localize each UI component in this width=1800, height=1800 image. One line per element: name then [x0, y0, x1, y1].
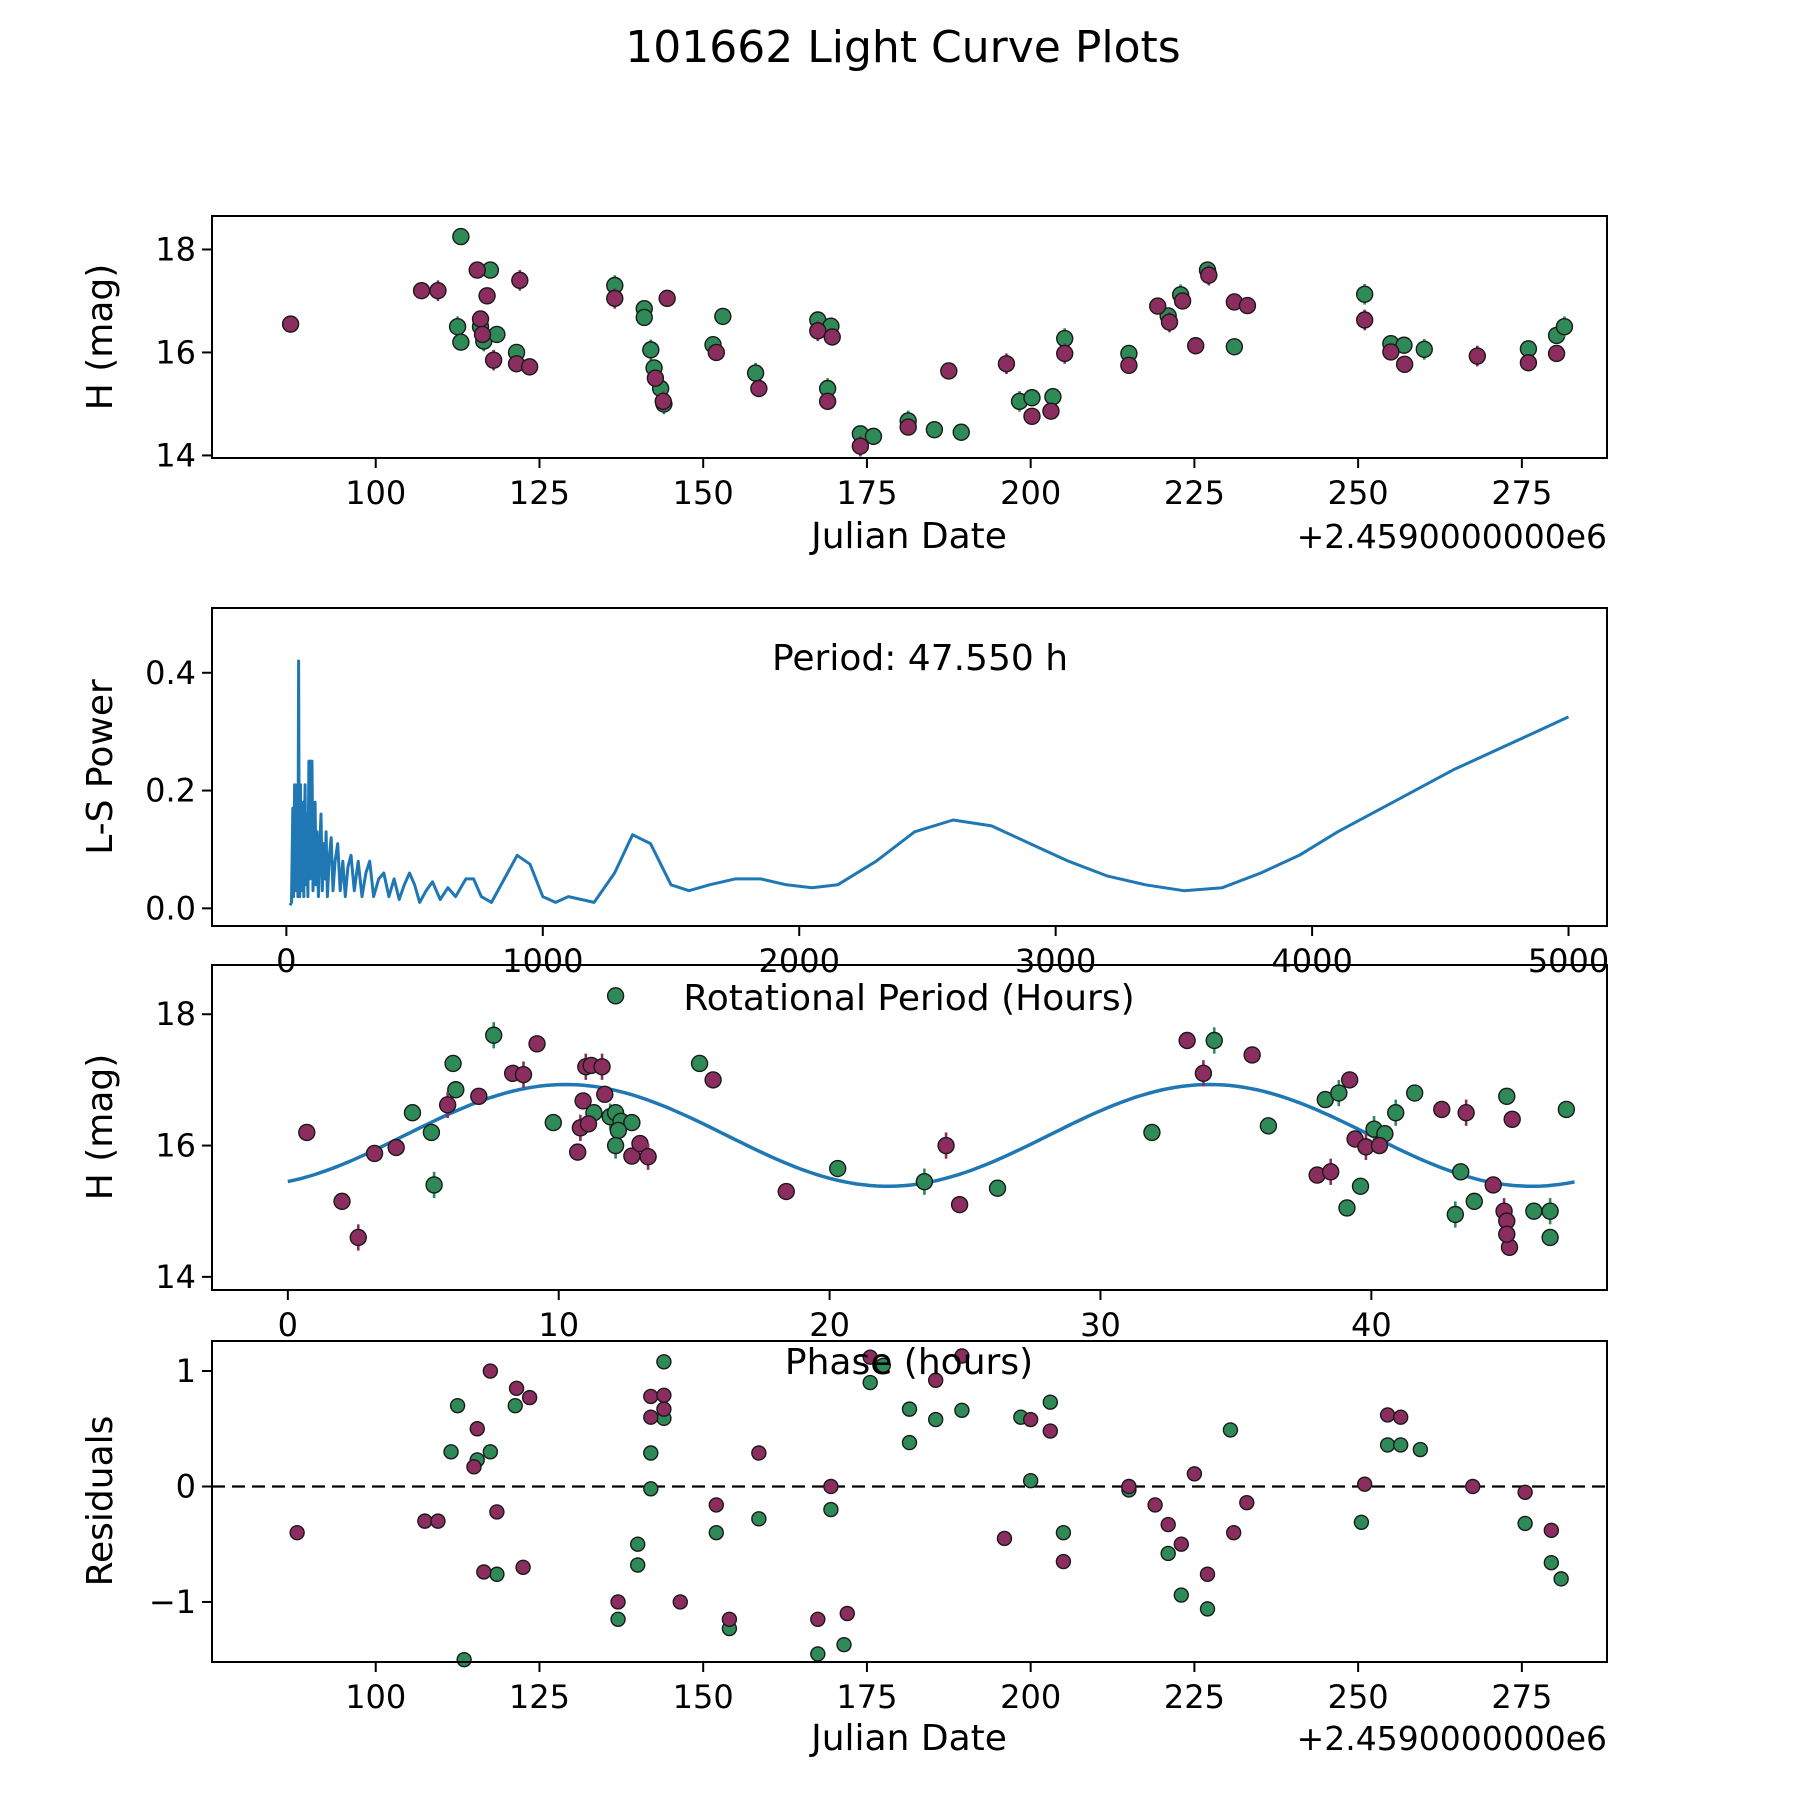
green-data-point [486, 1027, 502, 1043]
purple-data-point [1383, 344, 1399, 360]
green-data-point [1223, 1423, 1237, 1437]
x-tick-label: 30 [1080, 1306, 1121, 1344]
green-data-point [448, 1082, 464, 1098]
purple-data-point [334, 1193, 350, 1209]
purple-data-point [1371, 1138, 1387, 1154]
purple-data-point [810, 323, 826, 339]
purple-data-point [1239, 298, 1255, 314]
purple-data-point [290, 1526, 304, 1540]
green-data-point [1260, 1118, 1276, 1134]
x-tick-label: 225 [1163, 474, 1225, 512]
purple-data-point [611, 1595, 625, 1609]
purple-data-point [1122, 1479, 1136, 1493]
green-data-point [1542, 1203, 1558, 1219]
x-tick-label: 275 [1491, 474, 1553, 512]
x-tick-label: 2000 [758, 942, 840, 980]
purple-data-point [1174, 1537, 1188, 1551]
purple-data-point [824, 1479, 838, 1493]
period-annotation: Period: 47.550 h [771, 638, 1069, 679]
periodogram-xlabel: Rotational Period (Hours) [683, 978, 1135, 1019]
purple-data-point [1357, 312, 1373, 328]
purple-data-point [722, 1612, 736, 1626]
purple-data-point [1148, 1498, 1162, 1512]
phase-xlabel: Phase (hours) [784, 1342, 1034, 1383]
green-data-point [1043, 1395, 1057, 1409]
purple-data-point [470, 1422, 484, 1436]
purple-data-point [1323, 1164, 1339, 1180]
x-tick-label: 200 [1000, 1678, 1062, 1716]
figure-title: 101662 Light Curve Plots [625, 22, 1181, 73]
purple-data-point [1458, 1105, 1474, 1121]
y-tick-label: 0 [175, 1467, 196, 1506]
purple-data-point [1175, 293, 1191, 309]
green-data-point [1200, 1602, 1214, 1616]
y-tick-label: −1 [148, 1582, 196, 1621]
green-data-point [636, 309, 652, 325]
purple-data-point [512, 272, 528, 288]
purple-data-point [1187, 1467, 1201, 1481]
x-tick-label: 250 [1327, 1678, 1389, 1716]
green-data-point [450, 319, 466, 335]
purple-data-point [820, 393, 836, 409]
green-data-point [1024, 390, 1040, 406]
residuals-x-offset: +2.4590000000e6 [1296, 1719, 1607, 1758]
purple-data-point [1024, 408, 1040, 424]
purple-data-point [299, 1124, 315, 1140]
purple-data-point [1499, 1226, 1515, 1242]
green-data-point [643, 342, 659, 358]
purple-data-point [1549, 345, 1565, 361]
y-tick-label: 14 [155, 1257, 196, 1296]
purple-data-point [486, 352, 502, 368]
purple-data-point [655, 393, 671, 409]
x-tick-label: 20 [809, 1306, 850, 1344]
green-data-point [457, 1653, 471, 1667]
green-data-point [1045, 389, 1061, 405]
x-tick-label: 3000 [1014, 942, 1097, 980]
purple-data-point [1200, 1567, 1214, 1581]
green-data-point [1144, 1124, 1160, 1140]
x-tick-label: 275 [1491, 1678, 1553, 1716]
x-tick-label: 0 [277, 1306, 299, 1344]
purple-data-point [1520, 355, 1536, 371]
green-data-point [837, 1638, 851, 1652]
phase-ylabel: H (mag) [80, 1053, 121, 1201]
purple-data-point [570, 1144, 586, 1160]
green-data-point [1499, 1088, 1515, 1104]
purple-data-point [705, 1072, 721, 1088]
purple-data-point [811, 1612, 825, 1626]
green-data-point [1413, 1443, 1427, 1457]
y-tick-label: 16 [155, 333, 196, 372]
green-data-point [1357, 286, 1373, 302]
purple-data-point [471, 1088, 487, 1104]
purple-data-point [516, 1067, 532, 1083]
green-data-point [489, 326, 505, 342]
x-tick-label: 175 [836, 1678, 898, 1716]
green-data-point [1542, 1229, 1558, 1245]
purple-data-point [644, 1410, 658, 1424]
purple-data-point [900, 419, 916, 435]
purple-data-point [440, 1097, 456, 1113]
green-data-point [1339, 1200, 1355, 1216]
purple-data-point [1504, 1111, 1520, 1127]
green-data-point [953, 424, 969, 440]
purple-data-point [997, 1531, 1011, 1545]
green-data-point [608, 1138, 624, 1154]
green-data-point [709, 1526, 723, 1540]
purple-data-point [479, 288, 495, 304]
y-tick-label: 18 [155, 995, 196, 1034]
y-tick-label: 14 [155, 436, 196, 475]
purple-data-point [283, 316, 299, 332]
green-data-point [1466, 1193, 1482, 1209]
green-data-point [1226, 339, 1242, 355]
y-tick-label: 0.2 [145, 771, 196, 810]
green-data-point [1518, 1516, 1532, 1530]
green-data-point [903, 1436, 917, 1450]
green-data-point [483, 1445, 497, 1459]
green-data-point [692, 1055, 708, 1071]
y-tick-label: 16 [155, 1126, 196, 1165]
green-data-point [715, 308, 731, 324]
purple-data-point [414, 283, 430, 299]
purple-data-point [483, 1364, 497, 1378]
green-data-point [811, 1647, 825, 1661]
green-data-point [423, 1124, 439, 1140]
purple-data-point [522, 359, 538, 375]
green-data-point [490, 1567, 504, 1581]
x-tick-label: 100 [345, 1678, 407, 1716]
purple-data-point [751, 380, 767, 396]
green-data-point [545, 1115, 561, 1131]
purple-data-point [1434, 1101, 1450, 1117]
purple-data-point [388, 1140, 404, 1156]
purple-data-point [581, 1116, 597, 1132]
purple-data-point [474, 326, 490, 342]
green-data-point [657, 1355, 671, 1369]
purple-data-point [673, 1595, 687, 1609]
green-data-point [610, 1122, 626, 1138]
purple-data-point [469, 262, 485, 278]
purple-data-point [941, 363, 957, 379]
purple-data-point [1162, 314, 1178, 330]
green-data-point [1407, 1085, 1423, 1101]
green-data-point [445, 1055, 461, 1071]
green-data-point [990, 1180, 1006, 1196]
purple-data-point [467, 1460, 481, 1474]
green-data-point [404, 1105, 420, 1121]
lightcurve-xlabel: Julian Date [811, 516, 1007, 557]
purple-data-point [350, 1229, 366, 1245]
x-tick-label: 150 [672, 474, 734, 512]
purple-data-point [1469, 348, 1485, 364]
purple-data-point [418, 1514, 432, 1528]
green-data-point [453, 229, 469, 245]
green-data-point [1558, 1101, 1574, 1117]
x-tick-label: 10 [538, 1306, 580, 1344]
x-tick-label: 40 [1350, 1306, 1392, 1344]
purple-data-point [659, 290, 675, 306]
green-data-point [1447, 1206, 1463, 1222]
purple-data-point [1043, 403, 1059, 419]
green-data-point [752, 1512, 766, 1526]
purple-data-point [644, 1389, 658, 1403]
purple-data-point [490, 1505, 504, 1519]
purple-data-point [1544, 1523, 1558, 1537]
green-data-point [1024, 1474, 1038, 1488]
purple-data-point [516, 1560, 530, 1574]
green-data-point [611, 1612, 625, 1626]
green-data-point [644, 1446, 658, 1460]
green-data-point [631, 1558, 645, 1572]
green-data-point [631, 1537, 645, 1551]
purple-data-point [1466, 1479, 1480, 1493]
green-data-point [1381, 1438, 1395, 1452]
green-data-point [1388, 1105, 1404, 1121]
purple-data-point [594, 1059, 610, 1075]
lightcurve-x-offset: +2.4590000000e6 [1296, 517, 1607, 556]
purple-data-point [640, 1149, 656, 1165]
green-data-point [929, 1413, 943, 1427]
purple-data-point [1240, 1496, 1254, 1510]
purple-data-point [597, 1086, 613, 1102]
purple-data-point [575, 1093, 591, 1109]
purple-data-point [998, 356, 1014, 372]
purple-data-point [824, 329, 840, 345]
y-tick-label: 1 [175, 1352, 196, 1391]
green-data-point [830, 1161, 846, 1177]
green-data-point [916, 1174, 932, 1190]
green-data-point [453, 334, 469, 350]
purple-data-point [1121, 357, 1137, 373]
purple-data-point [657, 1388, 671, 1402]
purple-data-point [778, 1184, 794, 1200]
purple-data-point [657, 1402, 671, 1416]
purple-data-point [647, 370, 663, 386]
purple-data-point [477, 1565, 491, 1579]
purple-data-point [1161, 1518, 1175, 1532]
purple-data-point [1043, 1424, 1057, 1438]
x-tick-label: 200 [1000, 474, 1062, 512]
purple-data-point [1394, 1410, 1408, 1424]
green-data-point [444, 1445, 458, 1459]
purple-data-point [1188, 338, 1204, 354]
x-tick-label: 225 [1163, 1678, 1225, 1716]
purple-data-point [752, 1446, 766, 1460]
purple-data-point [367, 1145, 383, 1161]
periodogram-ylabel: L-S Power [80, 679, 121, 855]
purple-data-point [529, 1036, 545, 1052]
x-tick-label: 125 [508, 1678, 571, 1716]
purple-data-point [1150, 298, 1166, 314]
y-tick-label: 0.4 [145, 653, 196, 692]
green-data-point [1416, 341, 1432, 357]
y-tick-label: 0.0 [145, 889, 196, 928]
purple-data-point [1201, 267, 1217, 283]
purple-data-point [952, 1197, 968, 1213]
green-data-point [451, 1399, 465, 1413]
residuals-ylabel: Residuals [80, 1415, 121, 1587]
x-tick-label: 1000 [502, 942, 584, 980]
purple-data-point [523, 1391, 537, 1405]
purple-data-point [938, 1138, 954, 1154]
green-data-point [1554, 1572, 1568, 1586]
purple-data-point [1056, 1555, 1070, 1569]
purple-data-point [1244, 1047, 1260, 1063]
purple-data-point [473, 311, 489, 327]
purple-data-point [1358, 1477, 1372, 1491]
residuals-xlabel: Julian Date [811, 1718, 1007, 1759]
purple-data-point [1485, 1177, 1501, 1193]
purple-data-point [1381, 1408, 1395, 1422]
y-tick-label: 18 [155, 230, 196, 269]
purple-data-point [708, 344, 724, 360]
green-data-point [1556, 319, 1572, 335]
green-data-point [644, 1482, 658, 1496]
purple-data-point [1057, 345, 1073, 361]
x-tick-label: 0 [276, 942, 297, 980]
x-tick-label: 250 [1327, 474, 1389, 512]
purple-data-point [1397, 356, 1413, 372]
x-tick-label: 4000 [1271, 942, 1353, 980]
x-tick-label: 100 [345, 474, 407, 512]
purple-data-point [840, 1607, 854, 1621]
green-data-point [426, 1177, 442, 1193]
green-data-point [1544, 1556, 1558, 1570]
x-tick-label: 175 [836, 474, 898, 512]
purple-data-point [1024, 1413, 1038, 1427]
x-tick-label: 125 [508, 474, 571, 512]
purple-data-point [709, 1498, 723, 1512]
lightcurve-ylabel: H (mag) [80, 263, 121, 411]
purple-data-point [431, 1514, 445, 1528]
purple-data-point [430, 283, 446, 299]
green-data-point [1056, 1526, 1070, 1540]
x-tick-label: 150 [672, 1678, 734, 1716]
green-data-point [1206, 1033, 1222, 1049]
green-data-point [926, 422, 942, 438]
purple-data-point [1518, 1485, 1532, 1499]
green-data-point [1354, 1515, 1368, 1529]
purple-data-point [510, 1381, 524, 1395]
purple-data-point [852, 438, 868, 454]
green-data-point [608, 988, 624, 1004]
purple-data-point [1195, 1065, 1211, 1081]
green-data-point [1174, 1588, 1188, 1602]
green-data-point [1394, 1438, 1408, 1452]
x-tick-label: 5000 [1527, 942, 1610, 980]
green-data-point [748, 365, 764, 381]
purple-data-point [1179, 1033, 1195, 1049]
green-data-point [508, 1399, 522, 1413]
green-data-point [1353, 1178, 1369, 1194]
green-data-point [903, 1402, 917, 1416]
green-data-point [1331, 1085, 1347, 1101]
purple-data-point [1342, 1072, 1358, 1088]
green-data-point [1526, 1203, 1542, 1219]
purple-data-point [1227, 1526, 1241, 1540]
green-data-point [1453, 1164, 1469, 1180]
green-data-point [1161, 1546, 1175, 1560]
green-data-point [824, 1503, 838, 1517]
purple-data-point [607, 290, 623, 306]
green-data-point [955, 1403, 969, 1417]
